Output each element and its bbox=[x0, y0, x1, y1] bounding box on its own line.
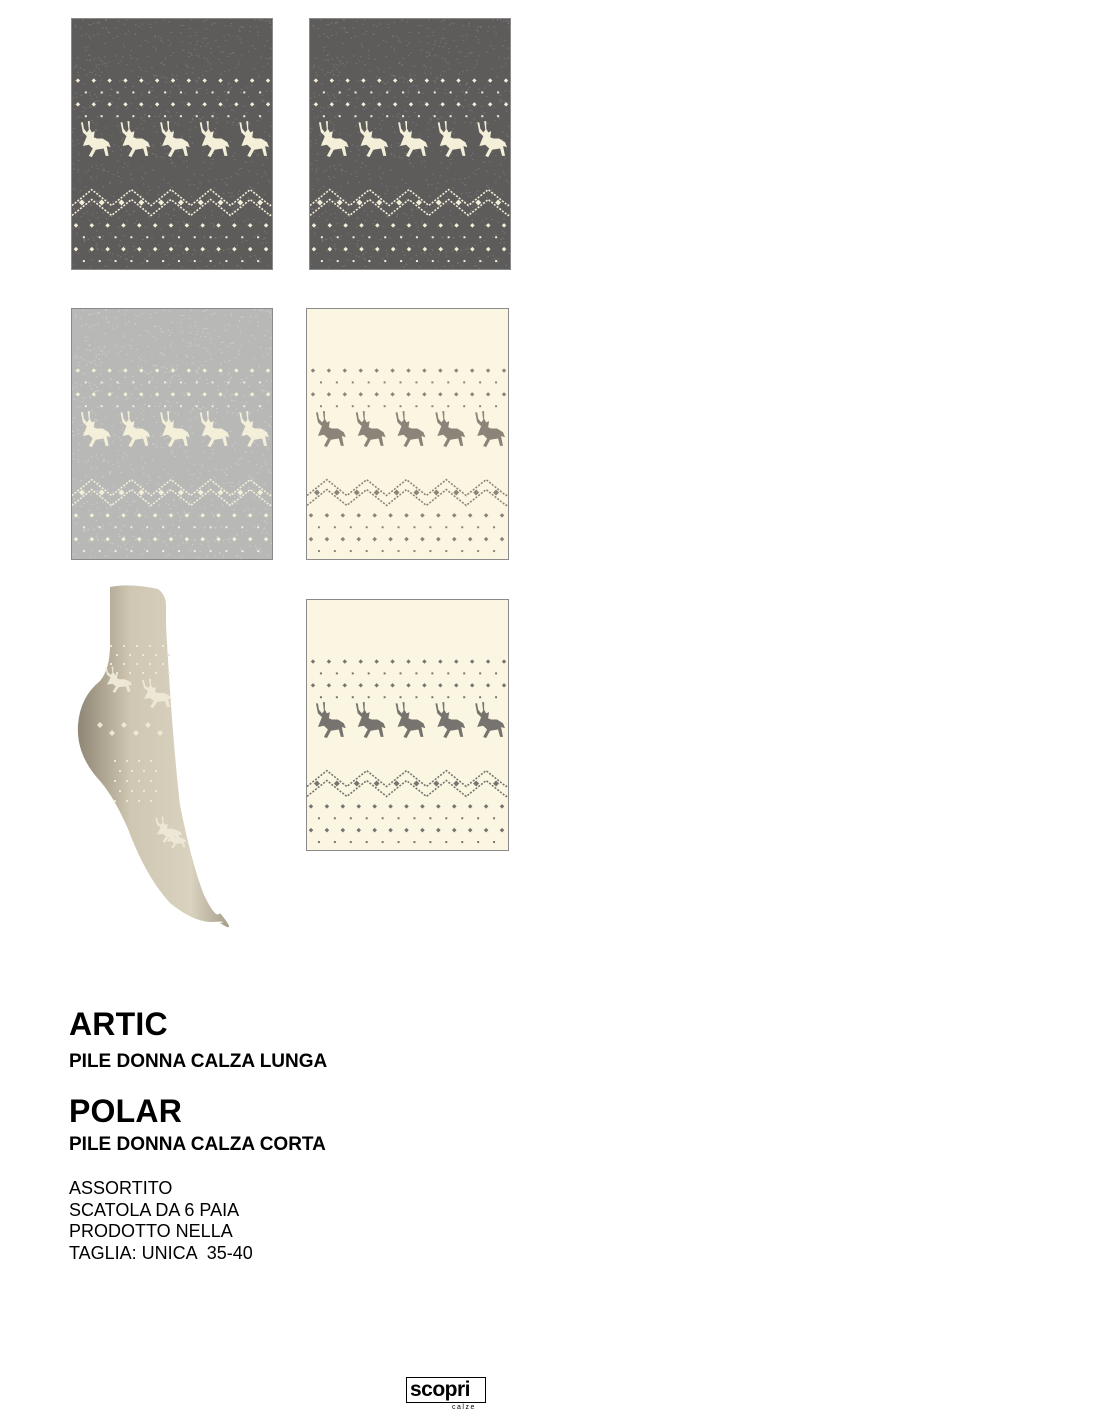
detail-package: SCATOLA DA 6 PAIA bbox=[69, 1199, 240, 1220]
brand-tagline: calze bbox=[452, 1404, 476, 1411]
product-description-artic: PILE DONNA CALZA LUNGA bbox=[69, 1051, 328, 1072]
fabric-swatch-dark-grey bbox=[71, 18, 273, 270]
brand-logo bbox=[406, 1377, 488, 1411]
product-description-polar: PILE DONNA CALZA CORTA bbox=[69, 1134, 326, 1155]
product-title-polar: POLAR bbox=[69, 1093, 182, 1129]
fabric-swatch-dark-grey-2 bbox=[309, 18, 511, 270]
detail-size: TAGLIA: UNICA 35-40 bbox=[69, 1242, 253, 1263]
product-details-list bbox=[69, 1178, 253, 1264]
brand-name: scopri bbox=[410, 1378, 471, 1401]
product-title-artic: ARTIC bbox=[69, 1006, 168, 1042]
detail-assortment: ASSORTITO bbox=[69, 1178, 173, 1198]
fabric-swatch-cream-grey bbox=[306, 599, 509, 851]
detail-origin: PRODOTTO NELLA bbox=[69, 1221, 233, 1241]
sock-product-image bbox=[70, 585, 250, 930]
fabric-swatch-cream-taupe bbox=[306, 308, 509, 560]
fabric-swatch-light-grey bbox=[71, 308, 273, 560]
